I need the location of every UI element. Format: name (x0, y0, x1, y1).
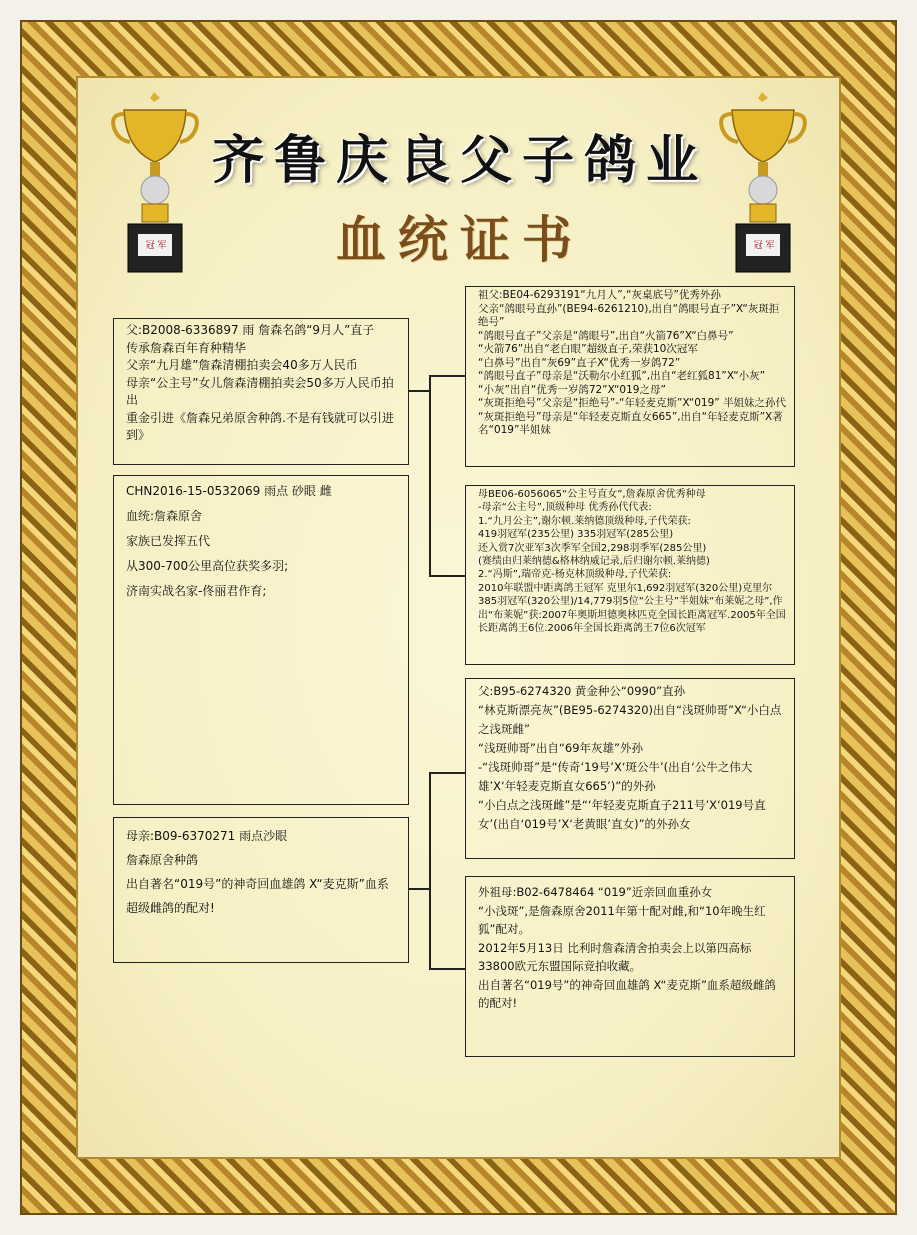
trophy-right-plate-label: 冠 军 (753, 241, 775, 251)
grandsire-line: 祖父:BE04-6293191“九月人”,“灰桌底号”优秀外孙 (478, 289, 721, 301)
sire-line: 重金引进《詹森兄弟原舍种鸽.不是有钱就可以引进到》 (126, 410, 394, 442)
sire-box (113, 318, 409, 465)
paternal-grandsire-box (465, 286, 795, 467)
dam-line: 母亲:B09-6370271 雨点沙眼 (126, 829, 288, 843)
maternal-grandsire-line: “浅斑帅哥”出自“69年灰雄”外孙 (478, 741, 643, 755)
granddam-line: 母BE06-6056065“公主号直女”,詹森原舍优秀种母 (478, 489, 706, 500)
granddam-line: 还入赏7次亚军3次季军全国2,298羽季军(285公里) (478, 542, 707, 554)
grandsire-line: 父亲“鸽眼号直孙”(BE94-6261210),出自“鸽眼号直子”X“灰斑拒绝号” (478, 302, 780, 328)
maternal-grandsire-line: 父:B95-6274320 黄金种公“0990”直孙 (478, 684, 686, 698)
granddam-line: (赛绩由归莱纳德&格林纳威记录,后归谢尔顿.莱纳德) (478, 556, 710, 568)
granddam-line: -母亲“公主号”,顶级种母 优秀孙代代表: (478, 502, 652, 514)
grandsire-line: “灰斑拒绝号”父亲是“拒绝号”-“年轻麦克斯”X“019” 半姐妹之孙代 (478, 397, 787, 409)
dam-line: 出自著名“019号”的神奇回血雄鸽 X“麦克斯”血系超级雌鸽的配对! (126, 877, 389, 915)
dam-box (113, 817, 409, 963)
connector-sire (408, 390, 430, 392)
sire-line: 母亲“公主号”女儿詹森清棚拍卖会50多万人民币拍出 (126, 375, 394, 407)
sire-line: 父:B2008-6336897 雨 詹森名鸽“9月人”直子 (126, 323, 375, 337)
grandsire-line: “火箭76”出自“老白眼”超级直子,荣获10次冠军 (478, 343, 698, 355)
paternal-granddam-box (465, 485, 795, 665)
connector-dam (408, 888, 430, 890)
connector-sire-bottom (429, 575, 465, 577)
trophy-left-plate-label: 冠 军 (145, 241, 167, 251)
certificate-subtitle: 血统证书 (336, 210, 584, 269)
maternal-granddam-line: 2012年5月13日 比利时詹森清舍拍卖会上以第四高标33800欧元东盟国际竞拍收藏。 (478, 940, 752, 973)
pigeon-line: 从300-700公里高位获奖多羽; (126, 559, 289, 573)
granddam-line: 2.“冯斯”,瑞帝克-杨克林顶级种母,子代荣获: (478, 569, 672, 581)
pigeon-ring-number: CHN2016-15-0532069 雨点 砂眼 雌 (126, 484, 332, 498)
dam-line: 詹森原舍种鸽 (126, 853, 199, 867)
page-title: 齐鲁庆良父子鸽业 (211, 130, 708, 191)
pigeon-info-box (113, 475, 409, 805)
maternal-grandsire-box (465, 678, 795, 859)
grandsire-line: “灰斑拒绝号”母亲是“年轻麦克斯直女665”,出自“年轻麦克斯”X著名“019”半姐妹 (478, 410, 783, 436)
pigeon-line: 济南实战名家-佟丽君作育; (126, 584, 267, 598)
maternal-granddam-line: “小浅斑”,是詹森原舍2011年第十配对雌,和“10年晚生红狐”配对。 (478, 903, 766, 936)
maternal-grandsire-line: “林克斯漂亮灰”(BE95-6274320)出自“浅斑帅哥”X“小白点之浅斑雌” (478, 703, 782, 736)
maternal-granddam-box (465, 876, 795, 1057)
connector-dam-bottom (429, 968, 465, 970)
granddam-line: 1.“九月公主”,谢尔顿.莱纳德顶级种母,子代荣获: (478, 515, 691, 527)
connector-sire-top (429, 375, 465, 377)
grandsire-line: “白鼻号”出自“灰69”直子X“优秀一岁鸽72” (478, 356, 681, 369)
maternal-granddam-line: 出自著名“019号”的神奇回血雄鸽 X“麦克斯”血系超级雌鸽的配对! (478, 977, 776, 1010)
connector-dam-vertical (429, 772, 431, 968)
sire-line: 传承詹森百年育种精华 (126, 340, 247, 355)
maternal-grandsire-line: -“浅斑帅哥”是“传奇‘19号’X‘斑公牛’(出自‘公牛之伟大雄’X‘年轻麦克斯直女665’)”的外孙 (478, 760, 753, 793)
maternal-grandsire-line: “小白点之浅斑雌”是“‘年轻麦克斯直子211号’X‘019号直女’(出自‘019号’X‘老黄眼’直女)”的外孙女 (478, 798, 766, 831)
grandsire-line: “鸽眼号直子”父亲是“鸽眼号”,出自“火箭76”X“白鼻号” (478, 329, 734, 342)
grandsire-line: “小灰”出自“优秀一岁鸽72”X“019之母” (478, 383, 666, 396)
sire-line: 父亲“九月雄”詹森清棚拍卖会40多万人民币 (126, 358, 358, 372)
connector-sire-vertical (429, 375, 431, 575)
connector-dam-top (429, 772, 465, 774)
maternal-granddam-line: 外祖母:B02-6478464 “019”近亲回血重孙女 (478, 885, 713, 899)
grandsire-line: “鸽眼号直子”母亲是“沃勒尔小红狐”,出自“老红狐81”X“小灰” (478, 370, 766, 382)
granddam-line: 2010年联盟中距离鸽王冠军 克里尔1,692羽冠军(320公里)克里尔385羽冠军(320公里)/14,779羽5位“公主号”半姐妹“布莱妮之母”,作出“布莱妮”获:2007年奥斯坦德奥林匹克全国长距离冠军.2005年全国长距离鸽王6位.2006年全国长距离鸽王7位6次冠军 (478, 582, 786, 635)
pigeon-line: 家族已发挥五代 (126, 534, 211, 548)
granddam-line: 419羽冠军(235公里) 335羽冠军(285公里) (478, 529, 674, 541)
pigeon-line: 血统:詹森原舍 (126, 509, 203, 523)
